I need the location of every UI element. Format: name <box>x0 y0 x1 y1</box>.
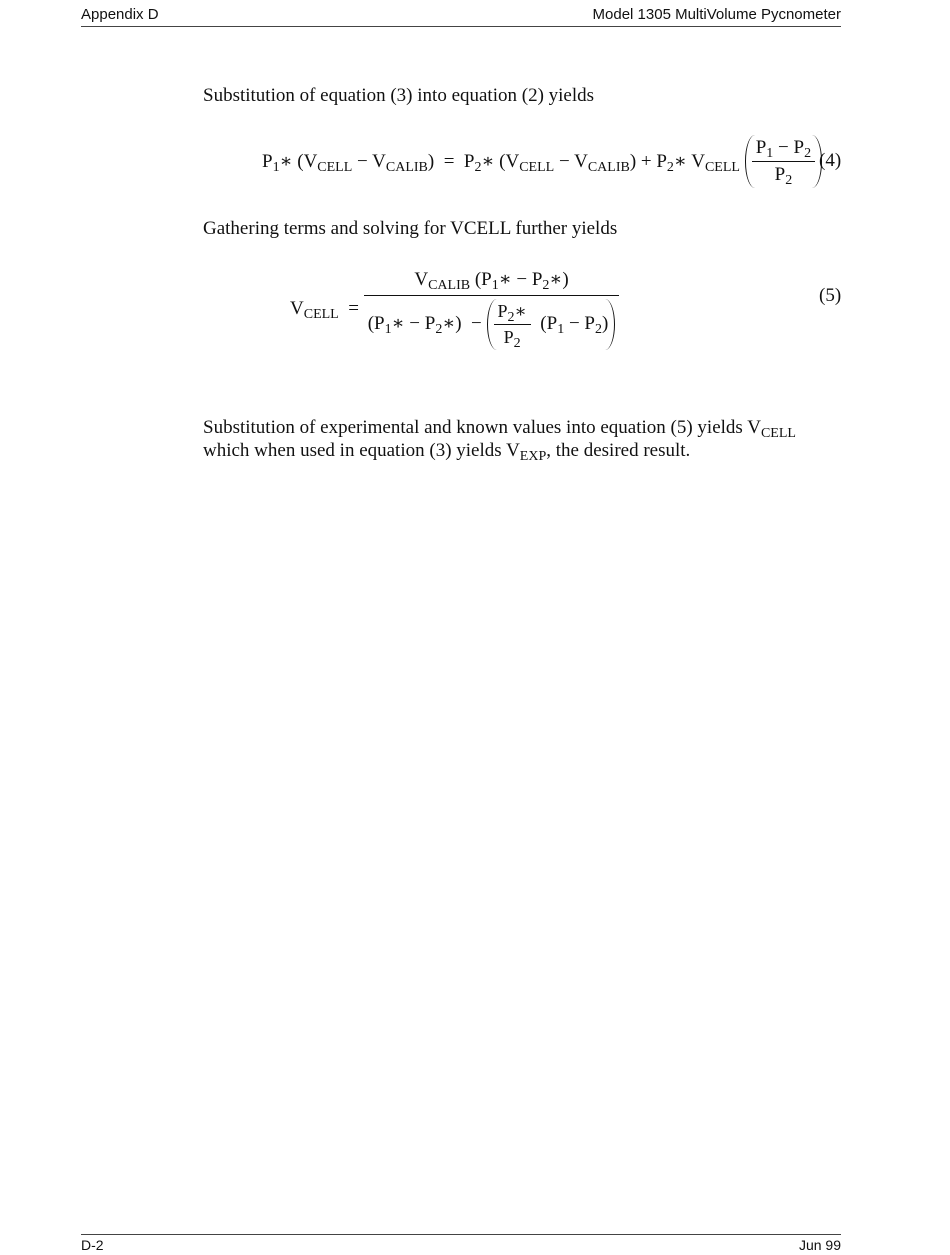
equation-5-fraction: $V_{CALIB}$ ($P_1∗$ − $P_2∗$) ($P_1∗$ − $P_2∗$) − $\frac{P_2∗}{P_2}$ $(P_1 - P_2)$ <box>364 268 620 350</box>
conclusion-subscript-exp: EXP <box>519 449 547 464</box>
paragraph-substitution: Substitution of equation (3) into equation (2) yields <box>203 85 595 106</box>
conclusion-text-1: Substitution of experimental and known values into equation (5) yields V <box>203 417 761 438</box>
conclusion-text-3: , the desired result. <box>546 440 691 461</box>
equation-4: $P_1∗$ $(V_{CELL} - V_{CALIB})$ = $P_2∗$ $(V_{CELL} - V_{CALIB})$ + $P_2∗$ $V_{CELL}$ $\frac{P_1 - P_2}{P_2}$ <box>262 135 822 188</box>
page-footer <box>81 1234 841 1255</box>
header-document-title: Model 1305 MultiVolume Pycnometer <box>592 6 841 23</box>
paragraph-gathering-terms: Gathering terms and solving for VCELL further yields <box>203 218 618 239</box>
equation-5-number: (5) <box>819 285 842 306</box>
header-section-label: Appendix D <box>81 6 159 23</box>
equation-5: $V_{CELL}$ = $V_{CALIB}$ ($P_1∗$ − $P_2∗$) ($P_1∗$ − $P_2∗$) − $\frac{P_2∗}{P_2}$ $(P_1 - P_2)$ <box>290 268 619 350</box>
footer-page-number: D-2 <box>81 1237 104 1253</box>
equation-4-pressure-ratio: $\frac{P_1 - P_2}{P_2}$ <box>745 135 822 188</box>
conclusion-text-2: which when used in equation (3) yields V <box>203 440 520 461</box>
equation-4-number: (4) <box>819 150 842 171</box>
conclusion-subscript-cell: CELL <box>760 426 796 441</box>
footer-date: Jun 99 <box>798 1237 841 1253</box>
paragraph-conclusion <box>203 416 843 462</box>
page-header <box>81 6 841 27</box>
